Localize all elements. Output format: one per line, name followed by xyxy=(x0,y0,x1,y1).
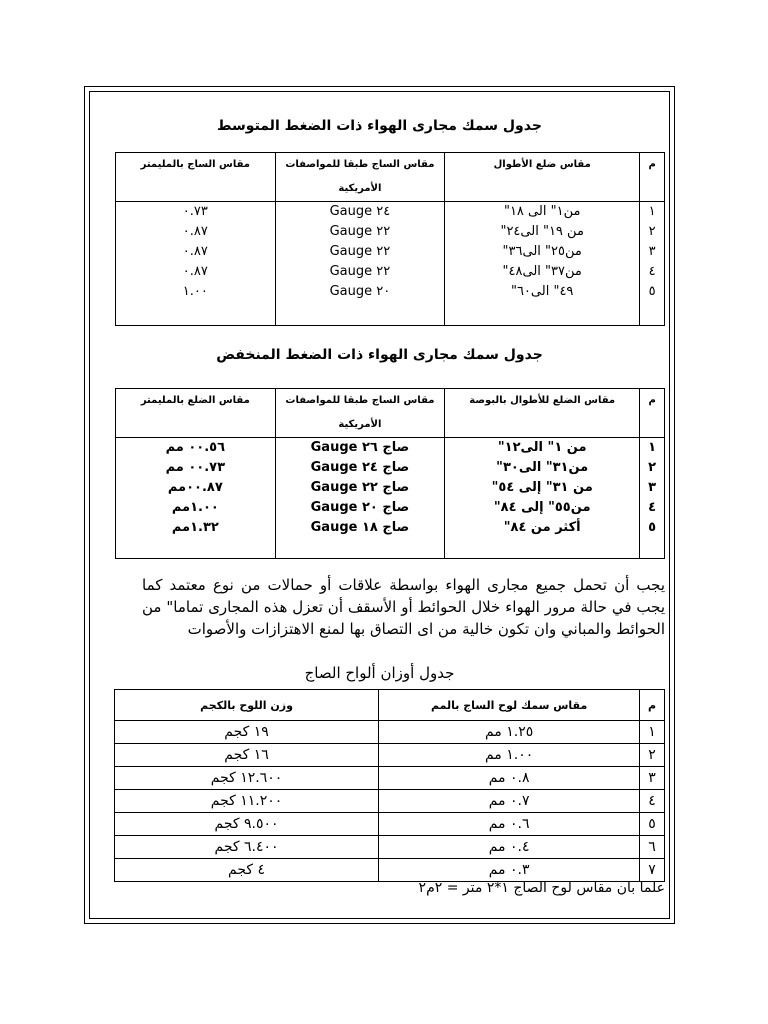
footnote: علما بان مقاس لوح الصاج ١*٢ متر = ٢م٢ xyxy=(418,880,665,896)
table-row xyxy=(115,721,665,744)
table2-header-mm: مقاس الضلع بالمليمتر xyxy=(116,389,276,438)
table2-cell: صاج ٢٤ Gauge xyxy=(310,460,410,475)
table-row xyxy=(115,859,665,882)
table2-cell: ٣ xyxy=(648,480,657,495)
table2-cell: ٤ xyxy=(648,500,657,515)
table3-cell: ٠.٧ مم xyxy=(379,790,640,813)
table2-cell: من ١" الى١٢" xyxy=(497,440,587,455)
table1-header-range: مقاس ضلع الأطوال xyxy=(445,153,640,202)
table2-cell: من ٣١" إلى ٥٤" xyxy=(491,480,593,495)
table1-cell: ٣ xyxy=(648,244,656,259)
table2-cell: ٢ xyxy=(648,460,657,475)
table3-header-num: م xyxy=(640,690,665,721)
table1-cell: ٥ xyxy=(648,284,656,299)
table3-cell: ٧ xyxy=(640,859,665,882)
table1 xyxy=(115,152,665,326)
table1-col-range xyxy=(445,202,640,326)
table3 xyxy=(114,689,665,882)
table3-cell: ١٩ كجم xyxy=(115,721,379,744)
table1-cell: ٤٩" الى٦٠" xyxy=(510,284,574,299)
table2-cell: من٣١" الى٣٠" xyxy=(496,460,589,475)
table2-cell: ١ xyxy=(648,440,657,455)
table1-cell: ٢٤ Gauge xyxy=(329,204,391,219)
table3-cell: ٩.٥٠٠ كجم xyxy=(115,813,379,836)
table2-header-num: م xyxy=(640,389,665,438)
table3-cell: ١ xyxy=(640,721,665,744)
table1-col-gauge xyxy=(275,202,445,326)
table2-cell: ١.٠٠مم xyxy=(171,500,219,515)
table3-header-thickness: مقاس سمك لوح الساج بالمم xyxy=(379,690,640,721)
table3-cell: ١.٠٠ مم xyxy=(379,744,640,767)
table1-cell: ١ xyxy=(648,204,656,219)
table2-cell: ٥ xyxy=(648,520,657,535)
table2-col-range xyxy=(445,438,640,559)
table3-title: جدول أوزان ألواح الصاج xyxy=(304,664,455,682)
table3-cell: ١٢.٦٠٠ كجم xyxy=(115,767,379,790)
table3-cell: ٤ xyxy=(640,790,665,813)
table1-cell: من٣٧" الى٤٨" xyxy=(502,264,582,279)
table2-cell: ١.٣٢مم xyxy=(171,520,219,535)
table3-cell: ٠.٦ مم xyxy=(379,813,640,836)
table1-cell: ٤ xyxy=(648,264,656,279)
table2-col-num xyxy=(640,438,665,559)
table1-cell: ١.٠٠ xyxy=(182,284,208,299)
table2-col-gauge xyxy=(275,438,445,559)
table3-cell: ١١.٢٠٠ كجم xyxy=(115,790,379,813)
paragraph: يجب أن تحمل جميع مجارى الهواء بواسطة علاقات أو حمالات من نوع معتمد كما يجب في حالة مرور الهواء خلال الحوائط أو الأسقف أن تعزل هذه المجارى تماما" من الحوائط والمباني وان تكون خالية من اى التصاق بها لمنع الاهتزازات والأصوات xyxy=(142,576,665,638)
table3-cell: ١٦ كجم xyxy=(115,744,379,767)
table-row xyxy=(115,767,665,790)
table3-cell: ٦.٤٠٠ كجم xyxy=(115,836,379,859)
table2-header-gauge: مقاس الساج طبقا للمواصفات الأمريكية xyxy=(275,389,445,438)
table3-cell: ٠.٣ مم xyxy=(379,859,640,882)
table3-cell: ٠.٨ مم xyxy=(379,767,640,790)
table3-cell: ٣ xyxy=(640,767,665,790)
table1-title: جدول سمك مجارى الهواء ذات الضغط المتوسط xyxy=(217,118,542,134)
table2 xyxy=(115,388,665,559)
table3-cell: ١.٢٥ مم xyxy=(379,721,640,744)
table2-cell: من٥٥" إلى ٨٤" xyxy=(493,500,591,515)
table1-cell: من ١٩" الى٢٤" xyxy=(500,224,584,239)
table2-header-range: مقاس الضلع للأطوال بالبوصة xyxy=(445,389,640,438)
table1-cell: ٠.٨٧ xyxy=(182,224,208,239)
table1-cell: ٢ xyxy=(648,224,656,239)
table2-col-mm xyxy=(116,438,276,559)
table-row xyxy=(115,813,665,836)
table3-cell: ٢ xyxy=(640,744,665,767)
table2-cell: صاج ٢٦ Gauge xyxy=(310,440,410,455)
table3-cell: ٦ xyxy=(640,836,665,859)
table1-cell: من١" الى ١٨" xyxy=(503,204,581,219)
table1-cell: ٢٢ Gauge xyxy=(329,264,391,279)
table1-header-num: م xyxy=(640,153,665,202)
table1-header-mm: مقاس الساج بالمليمتر xyxy=(116,153,276,202)
table-row xyxy=(115,790,665,813)
table3-cell: ٠.٤ مم xyxy=(379,836,640,859)
table1-cell: ٠.٨٧ xyxy=(182,244,208,259)
table2-cell: صاج ٢٢ Gauge xyxy=(310,480,410,495)
table3-cell: ٤ كجم xyxy=(115,859,379,882)
table1-cell: ٢٢ Gauge xyxy=(329,244,391,259)
table2-cell: صاج ١٨ Gauge xyxy=(310,520,410,535)
table3-header-weight: وزن اللوح بالكجم xyxy=(115,690,379,721)
table1-header-gauge: مقاس الساج طبقا للمواصفات الأمريكية xyxy=(275,153,445,202)
table2-cell: ٠٠.٨٧مم xyxy=(167,480,223,495)
table1-cell: من٢٥" الى٣٦" xyxy=(502,244,582,259)
table1-cell: ٠.٨٧ xyxy=(182,264,208,279)
table3-cell: ٥ xyxy=(640,813,665,836)
table1-cell: ٢٢ Gauge xyxy=(329,224,391,239)
table2-cell: صاج ٢٠ Gauge xyxy=(310,500,410,515)
table2-cell: أكثر من ٨٤" xyxy=(503,520,581,535)
table1-cell: ٠.٧٣ xyxy=(182,204,208,219)
table-row xyxy=(115,836,665,859)
table2-cell: ٠٠.٥٦ مم xyxy=(165,440,226,455)
table1-cell: ٢٠ Gauge xyxy=(329,284,391,299)
table1-col-mm xyxy=(116,202,276,326)
table2-cell: ٠٠.٧٣ مم xyxy=(165,460,226,475)
table-row xyxy=(115,744,665,767)
table1-col-num xyxy=(640,202,665,326)
table2-title: جدول سمك مجارى الهواء ذات الضغط المنخفض xyxy=(216,347,543,363)
